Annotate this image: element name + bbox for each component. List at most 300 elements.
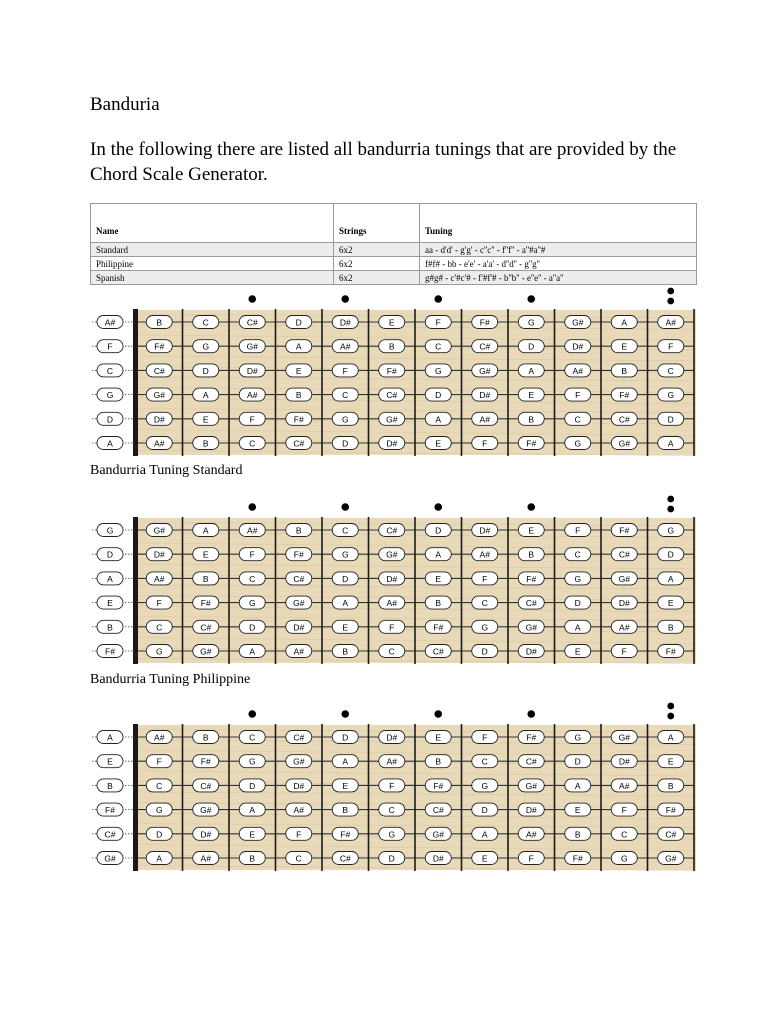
note-badge	[97, 388, 123, 401]
note-label: F	[435, 317, 441, 328]
note-badge	[97, 412, 123, 425]
fret-marker-dot	[434, 295, 442, 303]
note-label: C#	[200, 780, 212, 791]
note-badge	[332, 731, 358, 744]
note-badge	[472, 524, 498, 537]
note-label: A	[435, 549, 442, 560]
note-label: D	[435, 525, 442, 536]
note-badge	[658, 827, 684, 840]
note-badge	[611, 731, 637, 744]
note-badge	[425, 388, 451, 401]
note-label: G#	[386, 414, 398, 425]
note-label: B	[202, 573, 209, 584]
note-label: D#	[293, 780, 305, 791]
note-badge	[658, 755, 684, 768]
note-label: G#	[572, 317, 584, 328]
note-badge	[332, 388, 358, 401]
note-badge	[239, 827, 265, 840]
note-badge	[425, 731, 451, 744]
note-label: B	[295, 390, 302, 401]
note-badge	[286, 412, 312, 425]
note-label: E	[667, 598, 674, 609]
fret-marker-dot	[527, 503, 535, 511]
note-badge	[518, 755, 544, 768]
fretboard-wood	[136, 725, 696, 870]
note-badge	[518, 645, 544, 658]
note-badge	[425, 412, 451, 425]
note-label: D	[342, 732, 349, 743]
note-badge	[193, 412, 219, 425]
note-label: D	[106, 414, 114, 425]
note-label: E	[202, 414, 209, 425]
note-badge	[97, 731, 123, 744]
note-badge	[239, 437, 265, 450]
note-badge	[286, 852, 312, 865]
note-badge	[379, 437, 405, 450]
note-badge	[565, 364, 591, 377]
note-badge	[193, 524, 219, 537]
note-label: D	[106, 549, 114, 560]
note-label: A	[249, 646, 256, 657]
note-label: A#	[154, 438, 165, 449]
note-badge	[97, 437, 123, 450]
note-label: D	[667, 549, 674, 560]
note-badge	[658, 316, 684, 329]
note-label: G#	[104, 853, 116, 864]
note-label: E	[621, 341, 628, 352]
note-badge	[193, 803, 219, 816]
note-badge	[379, 572, 405, 585]
note-badge	[472, 364, 498, 377]
fretboard-spanish	[88, 705, 700, 880]
note-badge	[332, 755, 358, 768]
note-badge	[425, 827, 451, 840]
strings-cell: 6x2	[334, 243, 420, 257]
note-label: B	[342, 805, 349, 816]
note-badge	[193, 548, 219, 561]
note-badge	[425, 645, 451, 658]
note-badge	[472, 755, 498, 768]
note-badge	[518, 524, 544, 537]
table-row	[91, 271, 697, 285]
note-badge	[379, 620, 405, 633]
note-label: F	[249, 549, 255, 560]
note-label: B	[342, 646, 349, 657]
note-label: F#	[572, 853, 583, 864]
note-badge	[611, 388, 637, 401]
note-badge	[193, 827, 219, 840]
tunings-table	[90, 203, 697, 285]
note-badge	[518, 803, 544, 816]
note-badge	[332, 524, 358, 537]
note-badge	[518, 548, 544, 561]
note-badge	[379, 524, 405, 537]
note-label: C#	[200, 622, 212, 633]
note-label: A	[295, 341, 302, 352]
note-badge	[286, 364, 312, 377]
note-badge	[193, 596, 219, 609]
note-label: E	[202, 549, 209, 560]
note-label: G#	[153, 390, 165, 401]
note-label: G	[341, 414, 349, 425]
note-label: E	[388, 317, 395, 328]
fret-marker-dot	[434, 503, 442, 511]
note-badge	[332, 645, 358, 658]
note-label: F#	[105, 805, 115, 816]
document-heading: Banduria	[90, 94, 160, 115]
note-label: B	[667, 622, 674, 633]
note-badge	[193, 731, 219, 744]
note-label: F#	[479, 317, 490, 328]
note-badge	[472, 316, 498, 329]
note-label: C	[435, 341, 442, 352]
note-badge	[658, 412, 684, 425]
note-badge	[193, 620, 219, 633]
note-label: B	[621, 365, 628, 376]
note-label: G#	[665, 853, 677, 864]
note-label: G	[574, 573, 582, 584]
note-badge	[379, 731, 405, 744]
note-badge	[425, 852, 451, 865]
note-badge	[193, 316, 219, 329]
note-label: A	[156, 853, 163, 864]
note-label: C	[156, 780, 163, 791]
note-label: F	[482, 438, 488, 449]
fret-marker-dot	[667, 298, 674, 305]
note-badge	[658, 364, 684, 377]
note-label: C#	[104, 829, 116, 840]
note-badge	[425, 620, 451, 633]
note-label: F	[156, 598, 162, 609]
note-label: C#	[293, 438, 305, 449]
note-label: A	[667, 732, 674, 743]
note-badge	[239, 803, 265, 816]
note-badge	[193, 437, 219, 450]
note-badge	[97, 620, 123, 633]
note-label: C#	[665, 829, 677, 840]
note-badge	[332, 572, 358, 585]
note-label: A	[107, 438, 113, 449]
note-label: E	[435, 573, 442, 584]
note-label: A#	[154, 732, 165, 743]
note-badge	[239, 412, 265, 425]
note-badge	[658, 437, 684, 450]
note-label: E	[107, 598, 113, 609]
note-label: D#	[153, 549, 165, 560]
note-badge	[565, 645, 591, 658]
note-label: G	[620, 853, 628, 864]
note-label: D#	[618, 598, 630, 609]
note-label: D	[388, 853, 395, 864]
note-badge	[611, 316, 637, 329]
note-badge	[379, 852, 405, 865]
note-badge	[518, 852, 544, 865]
note-label: E	[342, 622, 349, 633]
note-label: F#	[293, 549, 304, 560]
note-label: D	[481, 646, 488, 657]
note-badge	[146, 803, 172, 816]
note-label: A#	[293, 646, 304, 657]
note-badge	[472, 388, 498, 401]
note-label: C	[388, 646, 395, 657]
note-badge	[286, 596, 312, 609]
note-label: C	[249, 732, 256, 743]
note-badge	[332, 779, 358, 792]
note-label: A	[481, 829, 488, 840]
note-label: G	[106, 390, 114, 401]
note-label: A#	[479, 414, 490, 425]
note-badge	[97, 827, 123, 840]
note-label: A#	[104, 317, 116, 328]
note-label: D	[156, 829, 163, 840]
note-label: F	[107, 341, 113, 352]
note-label: F#	[386, 365, 397, 376]
note-badge	[425, 755, 451, 768]
tuning-cell: g#g# - c'#c'# - f'#f'# - b''b'' - e''e'' - a''a''	[420, 271, 697, 285]
note-badge	[239, 340, 265, 353]
note-badge	[565, 827, 591, 840]
note-badge	[565, 340, 591, 353]
note-label: A	[435, 414, 442, 425]
note-label: D	[435, 390, 442, 401]
note-label: D#	[386, 438, 398, 449]
fret-marker-dot	[667, 288, 674, 295]
column-header-tuning: Tuning	[420, 204, 697, 243]
note-label: F#	[200, 756, 211, 767]
note-label: B	[435, 598, 442, 609]
note-label: G#	[293, 756, 305, 767]
note-label: F	[156, 756, 162, 767]
note-label: D	[342, 438, 349, 449]
note-label: B	[107, 622, 113, 633]
note-label: E	[107, 756, 113, 767]
note-badge	[658, 548, 684, 561]
fretboard-caption-standard: Bandurria Tuning Standard	[90, 463, 243, 478]
note-label: D#	[153, 414, 165, 425]
note-label: C#	[618, 414, 630, 425]
tuning-cell: aa - d'd' - g'g' - c''c'' - f''f'' - a''#a''#	[420, 243, 697, 257]
note-label: D	[295, 317, 302, 328]
note-label: F	[621, 646, 627, 657]
note-label: G	[106, 525, 114, 536]
note-badge	[146, 388, 172, 401]
note-label: A#	[619, 622, 630, 633]
note-badge	[611, 645, 637, 658]
note-badge	[518, 827, 544, 840]
note-badge	[425, 779, 451, 792]
note-badge	[97, 755, 123, 768]
note-label: C	[342, 525, 349, 536]
note-badge	[332, 803, 358, 816]
nut	[133, 517, 138, 664]
note-badge	[379, 316, 405, 329]
note-label: C#	[432, 646, 444, 657]
note-label: G#	[479, 365, 491, 376]
note-label: E	[435, 438, 442, 449]
note-label: C	[667, 365, 674, 376]
note-badge	[611, 779, 637, 792]
note-label: C	[249, 573, 256, 584]
note-badge	[565, 524, 591, 537]
note-label: F#	[154, 341, 165, 352]
note-label: C#	[293, 732, 305, 743]
note-badge	[611, 620, 637, 633]
note-badge	[565, 779, 591, 792]
note-label: G	[155, 805, 163, 816]
note-label: G#	[432, 829, 444, 840]
note-badge	[97, 803, 123, 816]
fret-marker-dot	[527, 710, 535, 718]
note-badge	[425, 803, 451, 816]
note-badge	[611, 827, 637, 840]
note-badge	[146, 755, 172, 768]
note-badge	[518, 620, 544, 633]
note-label: C	[621, 829, 628, 840]
note-badge	[611, 852, 637, 865]
note-badge	[286, 731, 312, 744]
note-label: A	[107, 732, 113, 743]
note-label: G#	[618, 732, 630, 743]
note-label: F#	[619, 525, 630, 536]
note-badge	[611, 572, 637, 585]
note-badge	[193, 388, 219, 401]
note-label: A#	[247, 390, 258, 401]
note-label: C#	[618, 549, 630, 560]
note-badge	[658, 620, 684, 633]
note-badge	[146, 827, 172, 840]
note-badge	[518, 731, 544, 744]
note-label: D#	[386, 573, 398, 584]
note-badge	[472, 779, 498, 792]
note-badge	[379, 364, 405, 377]
note-badge	[193, 755, 219, 768]
nut	[133, 309, 138, 456]
note-badge	[239, 731, 265, 744]
note-label: F	[296, 829, 302, 840]
note-badge	[379, 645, 405, 658]
note-badge	[472, 572, 498, 585]
note-label: C#	[153, 365, 165, 376]
note-badge	[379, 388, 405, 401]
note-badge	[146, 645, 172, 658]
note-label: C	[481, 756, 488, 767]
note-badge	[658, 779, 684, 792]
note-label: B	[202, 438, 209, 449]
note-badge	[286, 755, 312, 768]
note-label: D	[667, 414, 674, 425]
note-label: A	[107, 573, 113, 584]
note-label: F#	[665, 646, 676, 657]
note-badge	[565, 755, 591, 768]
note-badge	[472, 340, 498, 353]
fret-marker-dot	[248, 710, 256, 718]
note-label: A#	[479, 549, 490, 560]
note-badge	[193, 572, 219, 585]
note-label: A	[528, 365, 535, 376]
note-badge	[239, 524, 265, 537]
note-badge	[193, 779, 219, 792]
note-label: A#	[386, 756, 397, 767]
note-badge	[286, 388, 312, 401]
note-badge	[146, 340, 172, 353]
note-label: E	[667, 756, 674, 767]
note-badge	[518, 388, 544, 401]
note-badge	[332, 827, 358, 840]
note-badge	[472, 620, 498, 633]
note-label: G	[341, 549, 349, 560]
note-label: B	[249, 853, 256, 864]
table-header-row	[91, 204, 697, 243]
note-label: A	[342, 756, 349, 767]
note-label: A	[574, 622, 581, 633]
note-label: F#	[526, 732, 537, 743]
note-label: F	[621, 805, 627, 816]
note-label: A#	[247, 525, 258, 536]
note-badge	[146, 316, 172, 329]
note-label: C	[249, 438, 256, 449]
note-badge	[286, 340, 312, 353]
note-badge	[425, 548, 451, 561]
note-label: E	[574, 646, 581, 657]
note-label: G	[155, 646, 163, 657]
note-badge	[611, 755, 637, 768]
note-badge	[286, 645, 312, 658]
note-badge	[425, 596, 451, 609]
note-label: C#	[432, 805, 444, 816]
note-badge	[146, 620, 172, 633]
note-badge	[97, 572, 123, 585]
note-label: C	[106, 365, 114, 376]
note-label: D	[342, 573, 349, 584]
note-badge	[332, 316, 358, 329]
note-badge	[472, 596, 498, 609]
fret-marker-dot	[341, 710, 349, 718]
note-label: A	[342, 598, 349, 609]
note-badge	[472, 803, 498, 816]
note-badge	[472, 437, 498, 450]
note-badge	[565, 596, 591, 609]
note-badge	[611, 364, 637, 377]
note-badge	[518, 779, 544, 792]
note-label: B	[156, 317, 163, 328]
note-badge	[379, 548, 405, 561]
note-label: G#	[386, 549, 398, 560]
fretboard-standard	[88, 290, 700, 465]
note-badge	[425, 364, 451, 377]
note-label: F#	[200, 598, 211, 609]
note-label: C#	[386, 525, 398, 536]
note-badge	[97, 596, 123, 609]
note-label: A#	[386, 598, 397, 609]
note-badge	[425, 437, 451, 450]
note-label: B	[574, 829, 581, 840]
note-label: F#	[433, 622, 444, 633]
note-label: D#	[200, 829, 212, 840]
note-badge	[332, 620, 358, 633]
note-badge	[146, 437, 172, 450]
note-badge	[97, 364, 123, 377]
note-label: F#	[293, 414, 304, 425]
note-badge	[472, 827, 498, 840]
note-badge	[239, 364, 265, 377]
note-label: G#	[525, 780, 537, 791]
note-badge	[611, 803, 637, 816]
note-label: F	[528, 853, 534, 864]
fret-marker-dot	[667, 713, 674, 720]
note-badge	[472, 852, 498, 865]
note-badge	[425, 340, 451, 353]
note-label: G#	[153, 525, 165, 536]
